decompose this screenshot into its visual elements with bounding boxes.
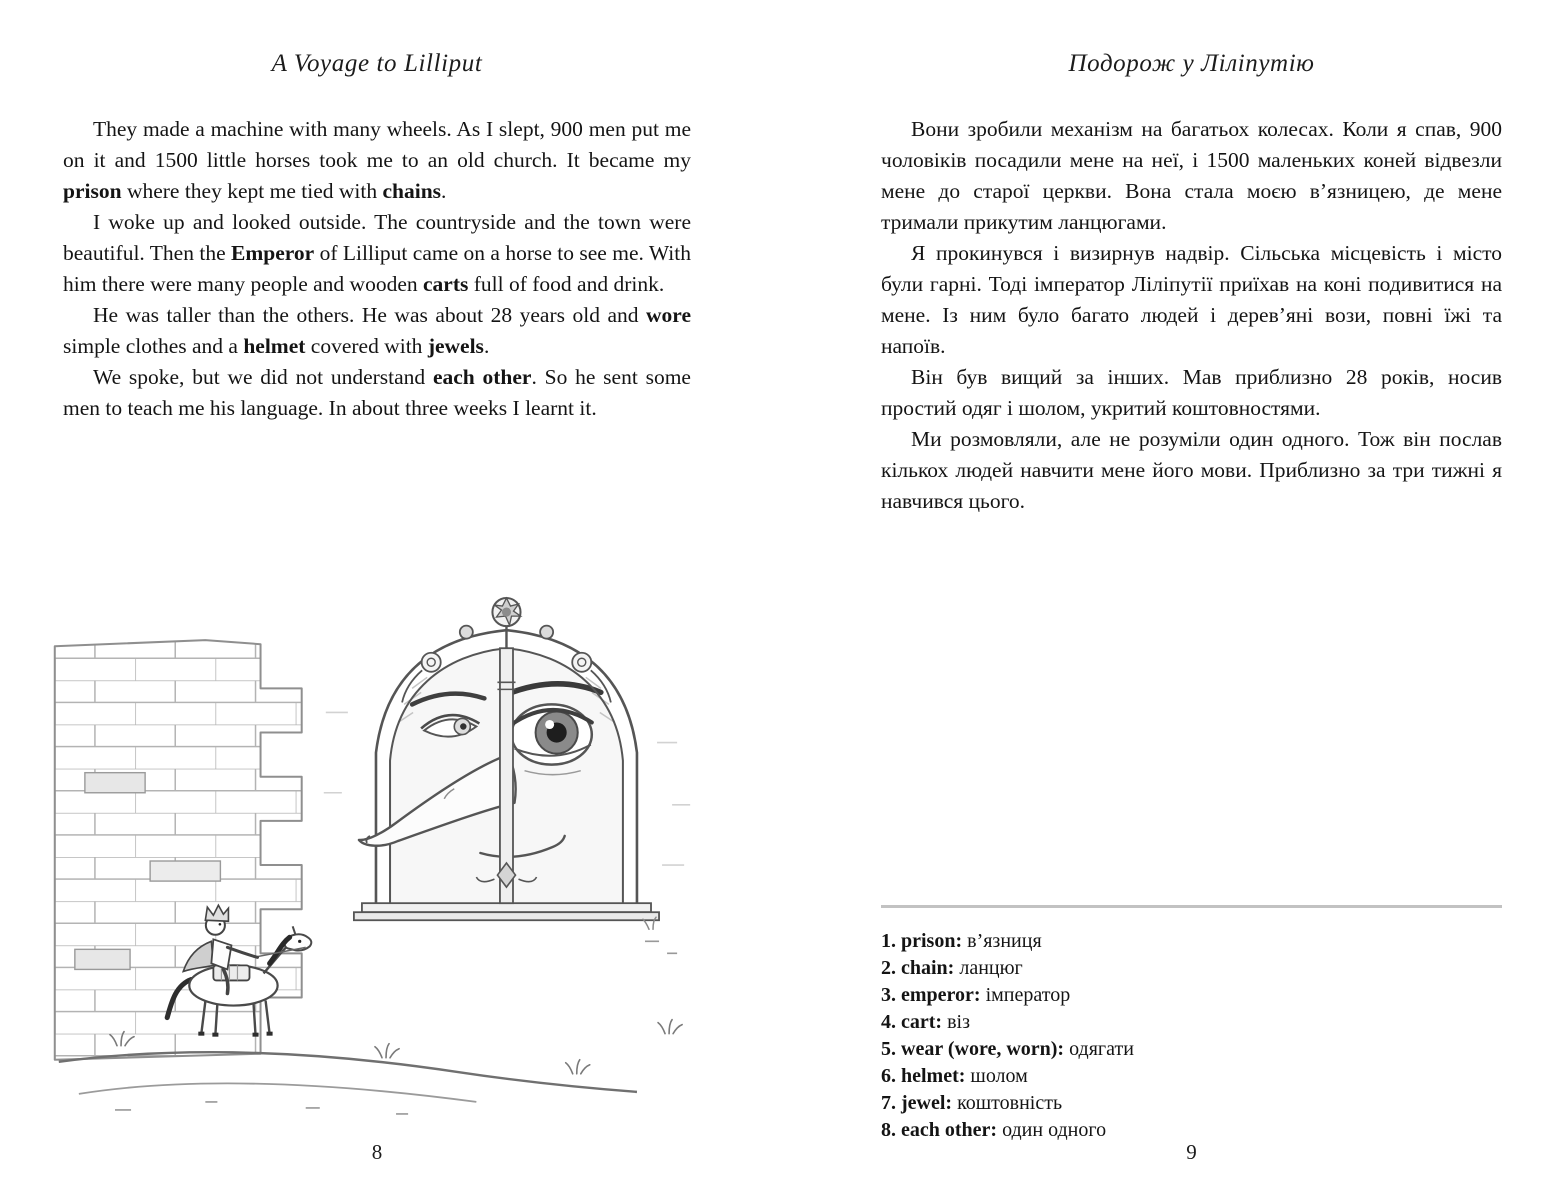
paragraph: Вони зробили механізм на багатьох колесах. Коли я спав, 900 чоловіків посадили мене на неї, і 1500 маленьких коней відвезли мене до старої церкви. Вона стала моєю в’язницею, де мене тримали прикутим ланцюгами. [881, 117, 1502, 234]
vocab-item: 2. chain: ланцюг [881, 957, 1023, 979]
vocabulary-list [881, 928, 1502, 1144]
right-running-head: Подорож у Ліліпутію [1068, 50, 1315, 77]
vocab-item: 1. prison: в’язниця [881, 930, 1042, 952]
vocab-item: 8. each other: один одного [881, 1119, 1107, 1141]
paragraph: Він був вищий за інших. Мав приблизно 28 років, носив простий одяг і шолом, укритий коштовностями. [881, 365, 1502, 420]
vocab-item: 3. emperor: імператор [881, 984, 1071, 1006]
paragraph: I woke up and looked outside. The countryside and the town were beautiful. Then the Emperor of Lilliput came on a horse to see me. With him there were many people and wooden carts full of food and drink. [63, 210, 692, 296]
paragraph: They made a machine with many wheels. As I slept, 900 men put me on it and 1500 little horses took me to an old church. It became my prison where they kept me tied with chains. [63, 117, 691, 203]
emperor-torso [211, 939, 231, 969]
paragraph: He was taller than the others. He was about 28 years old and wore simple clothes and a helmet covered with jewels. [63, 303, 691, 358]
vocab-divider [881, 905, 1502, 908]
vocab-item: 4. cart: віз [881, 1011, 970, 1033]
left-page-number: 8 [371, 1140, 383, 1164]
illustration-giant-eye-window [53, 592, 709, 1124]
vocab-item: 7. jewel: коштовність [881, 1092, 1063, 1114]
paragraph: Я прокинувся і визирнув надвір. Сільська місцевість і місто були гарні. Тоді імператор Ліліпутії приїхав на коні подивитися на мене. Із ним було багато людей і дерев’яні вози, повні їжі та напоїв. [881, 241, 1502, 358]
page-right [881, 0, 1502, 1200]
left-running-head: A Voyage to Lilliput [271, 50, 483, 77]
paragraph: We spoke, but we did not understand each other. So he sent some men to teach me his language. In about three weeks I learnt it. [63, 365, 691, 420]
right-body-text [881, 114, 1502, 517]
vocab-item: 5. wear (wore, worn): одягати [881, 1038, 1134, 1060]
paragraph: Ми розмовляли, але не розуміли один одного. Тож він послав кількох людей навчити мене його мови. Приблизно за три тижні я навчився цього. [881, 427, 1502, 513]
right-page-number: 9 [1186, 1140, 1197, 1164]
vocabulary-section [881, 905, 1502, 1144]
illustration-svg [53, 592, 709, 1124]
vocab-item: 6. helmet: шолом [881, 1065, 1028, 1087]
page-left [63, 0, 691, 1200]
saddle [213, 965, 249, 980]
left-body-text [63, 114, 691, 424]
